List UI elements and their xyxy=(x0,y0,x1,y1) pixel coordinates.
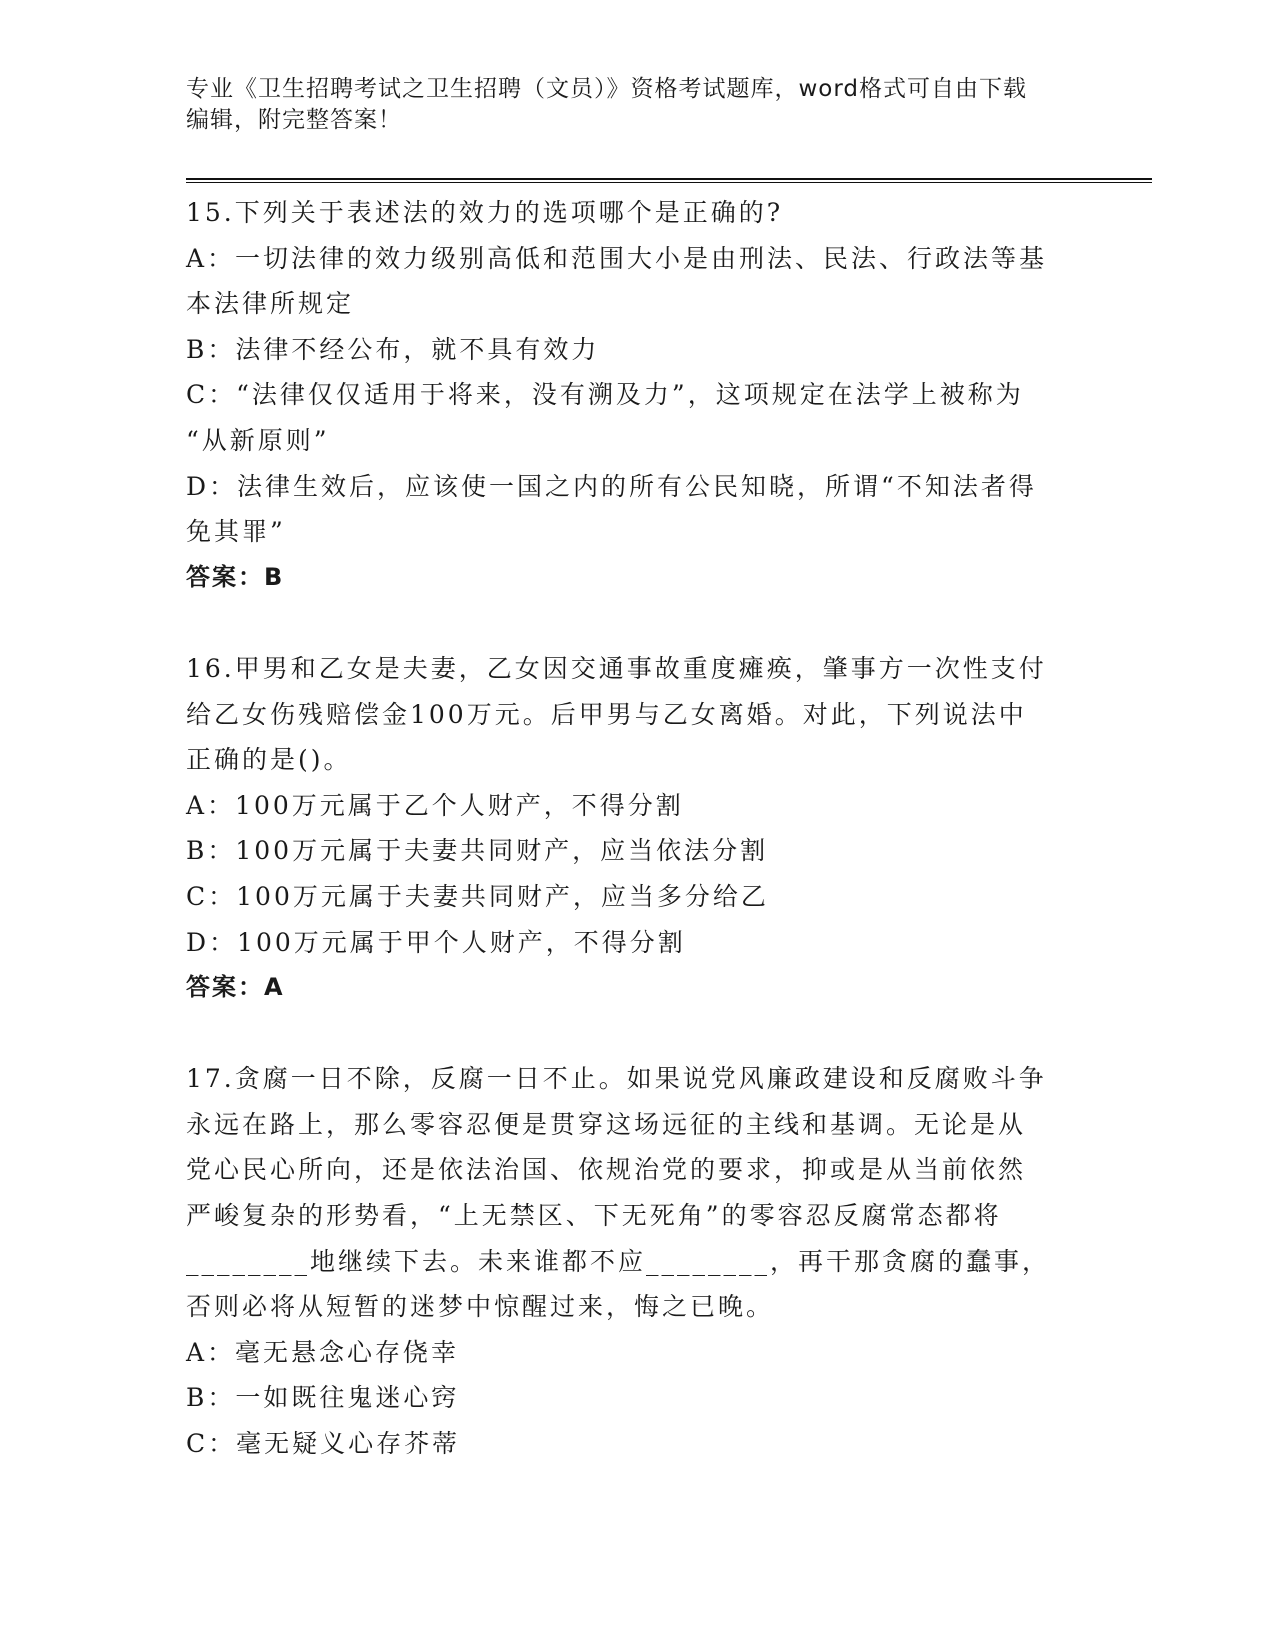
option-d-cont: 免其罪” xyxy=(186,517,286,547)
option-b: B：一如既往鬼迷心窍 xyxy=(186,1383,460,1413)
header-line-1: 专业《卫生招聘考试之卫生招聘（文员）》资格考试题库，word格式可自由下载 xyxy=(186,76,1028,102)
question-stem: 16.甲男和乙女是夫妻，乙女因交通事故重度瘫痪，肇事方一次性支付 xyxy=(186,653,1047,683)
question-stem-cont: ________地继续下去。未来谁都不应________，再干那贪腐的蠢事， xyxy=(186,1246,1051,1276)
option-c: C：毫无疑义心存芥蒂 xyxy=(186,1429,461,1459)
option-c: C：100万元属于夫妻共同财产，应当多分给乙 xyxy=(186,881,769,911)
question-stem-cont: 给乙女伤残赔偿金100万元。后甲男与乙女离婚。对此，下列说法中 xyxy=(186,699,1027,729)
question-list xyxy=(186,190,1066,1467)
answer: 答案：A xyxy=(186,973,285,1002)
question-15 xyxy=(186,190,1066,600)
header-divider xyxy=(186,178,1152,183)
option-a: A：毫无悬念心存侥幸 xyxy=(186,1337,460,1367)
header-line-2: 编辑，附完整答案！ xyxy=(186,107,402,133)
question-17 xyxy=(186,1056,1066,1466)
question-16 xyxy=(186,646,1066,1011)
option-c: C：“法律仅仅适用于将来，没有溯及力”，这项规定在法学上被称为 xyxy=(186,380,1024,410)
question-stem-cont: 严峻复杂的形势看，“上无禁区、下无死角”的零容忍反腐常态都将 xyxy=(186,1201,1002,1231)
option-b: B：100万元属于夫妻共同财产，应当依法分割 xyxy=(186,836,769,866)
question-stem-cont: 永远在路上，那么零容忍便是贯穿这场远征的主线和基调。无论是从 xyxy=(186,1109,1027,1139)
answer: 答案：B xyxy=(186,562,285,591)
option-c-cont: “从新原则” xyxy=(186,425,330,455)
question-stem: 15.下列关于表述法的效力的选项哪个是正确的? xyxy=(186,198,784,227)
document-header xyxy=(186,74,1066,136)
question-stem-cont: 否则必将从短暂的迷梦中惊醒过来，悔之已晚。 xyxy=(186,1292,775,1322)
option-d: D：100万元属于甲个人财产，不得分割 xyxy=(186,927,686,957)
question-stem-cont: 正确的是()。 xyxy=(186,745,352,775)
option-a: A：100万元属于乙个人财产，不得分割 xyxy=(186,790,684,820)
option-a-cont: 本法律所规定 xyxy=(186,289,355,319)
option-d: D：法律生效后，应该使一国之内的所有公民知晓，所谓“不知法者得 xyxy=(186,471,1037,501)
option-a: A：一切法律的效力级别高低和范围大小是由刑法、民法、行政法等基 xyxy=(186,243,1048,273)
question-stem: 17.贪腐一日不除，反腐一日不止。如果说党风廉政建设和反腐败斗争 xyxy=(186,1064,1047,1094)
question-stem-cont: 党心民心所向，还是依法治国、依规治党的要求，抑或是从当前依然 xyxy=(186,1155,1027,1185)
option-b: B：法律不经公布，就不具有效力 xyxy=(186,334,600,364)
